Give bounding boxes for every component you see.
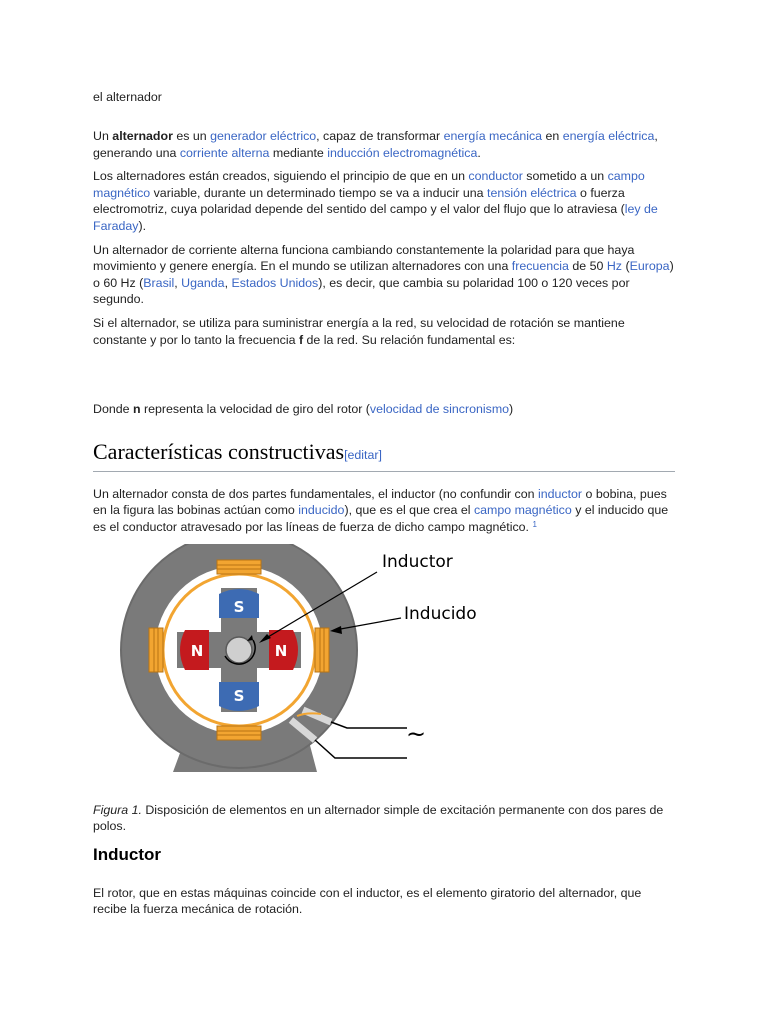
text: variable, durante un determinado tiempo se va a inducir una	[150, 185, 487, 200]
text: de la red. Su relación fundamental es:	[303, 332, 516, 347]
paragraph-frequency	[93, 242, 675, 308]
link-hz[interactable]: Hz	[606, 259, 623, 274]
text: Un alternador de corriente alterna funciona cambiando constantemente la polaridad para que haya movimiento y genere energía. En el mundo se utilizan alternadores con una	[93, 242, 635, 274]
bold-term: f	[298, 332, 304, 347]
text: o fuerza electromotriz, cuya polaridad depende del sentido del campo y el valor del flujo que lo atraviesa (	[93, 185, 625, 217]
text: en	[542, 129, 563, 143]
paragraph-intro	[93, 128, 675, 161]
formula-placeholder	[93, 355, 675, 401]
link-velocidad-de-sincronismo[interactable]: velocidad de sincronismo	[369, 402, 510, 417]
text: )	[509, 402, 514, 417]
link-energia-mecanica[interactable]: energía mecánica	[443, 129, 543, 143]
text: es un	[172, 129, 211, 143]
text: Si el alternador, se utiliza para suministrar energía a la red, su velocidad de rotación se mantiene constante y por lo tanto la frecuencia	[93, 315, 625, 347]
page-title: el alternador	[93, 90, 162, 104]
paragraph-principle	[93, 168, 675, 234]
link-induccion-electromagnetica[interactable]: inducción electromagnética	[327, 145, 478, 160]
link-tension-electrica[interactable]: tensión eléctrica	[487, 185, 577, 200]
link-generador-electrico[interactable]: generador eléctrico	[210, 129, 317, 143]
link-inductor[interactable]: inductor	[537, 486, 583, 501]
link-campo-magnetico-2[interactable]: campo magnético	[473, 503, 572, 518]
link-corriente-alterna[interactable]: corriente alterna	[179, 145, 270, 160]
pole-bottom-label: S	[233, 686, 245, 705]
alternator-figure	[93, 544, 675, 784]
figure-caption	[93, 802, 675, 835]
section-heading-text: Características constructivas	[93, 438, 345, 464]
text: ).	[138, 218, 147, 233]
text: ), que es el que crea el	[344, 503, 474, 518]
text: ), es decir, que cambia su polaridad 100 o 120 veces por segundo.	[93, 275, 630, 307]
text: ) o 60 Hz (	[93, 259, 674, 290]
text: Un alternador consta de dos partes fundamentales, el inductor (no confundir con	[93, 486, 538, 501]
paragraph-donde	[93, 401, 675, 418]
link-ley-de-faraday[interactable]: ley de Faraday	[93, 202, 658, 233]
bold-term: alternador	[112, 129, 173, 143]
text: ,	[224, 275, 232, 290]
label-inducido: Inducido	[404, 603, 477, 624]
text: , generando una	[93, 129, 658, 160]
pole-right-label: N	[274, 641, 288, 660]
paragraph-grid	[93, 315, 675, 348]
link-uganda[interactable]: Uganda	[181, 275, 225, 290]
pole-left-label: N	[190, 641, 204, 660]
edit-link[interactable]: [editar]	[344, 447, 382, 462]
label-inductor: Inductor	[382, 551, 453, 572]
text: de 50	[568, 259, 607, 274]
link-europa[interactable]: Europa	[629, 259, 670, 274]
link-energia-electrica[interactable]: energía eléctrica	[562, 129, 655, 143]
bold-term: n	[132, 402, 141, 417]
text: Los alternadores están creados, siguiendo el principio de que en un	[93, 169, 469, 184]
text: y el inducido que es el conductor atravesado por las líneas de fuerza de dicho campo magnético.	[93, 503, 669, 534]
text: Un	[93, 129, 113, 143]
ac-symbol: ~	[406, 719, 427, 748]
link-inducido[interactable]: inducido	[298, 503, 345, 518]
text: .	[477, 145, 481, 160]
caption-text: Disposición de elementos en un alternador simple de excitación permanente con dos pares de polos.	[93, 802, 664, 834]
subheading-inductor: Inductor	[93, 844, 161, 864]
paragraph-rotor: El rotor, que en estas máquinas coincide con el inductor, es el elemento giratorio del alternador, que recibe la fuerza mecánica de rotación.	[93, 885, 642, 917]
text: Donde	[93, 402, 133, 417]
paragraph-constructive	[93, 486, 675, 536]
text: o bobina, pues en la figura las bobinas actúan como	[93, 486, 667, 518]
text: ,	[174, 275, 182, 290]
text: (	[622, 259, 630, 274]
reference-link[interactable]: 1	[532, 519, 537, 529]
link-estados-unidos[interactable]: Estados Unidos	[231, 275, 319, 290]
section-heading	[93, 438, 675, 472]
link-campo-magnetico[interactable]: campo magnético	[93, 169, 645, 200]
text: representa la velocidad de giro del rotor (	[140, 402, 370, 417]
pole-top-label: S	[233, 597, 245, 616]
link-conductor[interactable]: conductor	[468, 169, 523, 184]
caption-label: Figura 1.	[93, 802, 142, 817]
article	[93, 86, 675, 925]
link-frecuencia[interactable]: frecuencia	[511, 259, 569, 274]
text: sometido a un	[522, 169, 608, 184]
link-brasil[interactable]: Brasil	[143, 275, 175, 290]
text: mediante	[269, 145, 328, 160]
label-leaders	[93, 544, 675, 784]
text: , capaz de transformar	[316, 129, 444, 143]
